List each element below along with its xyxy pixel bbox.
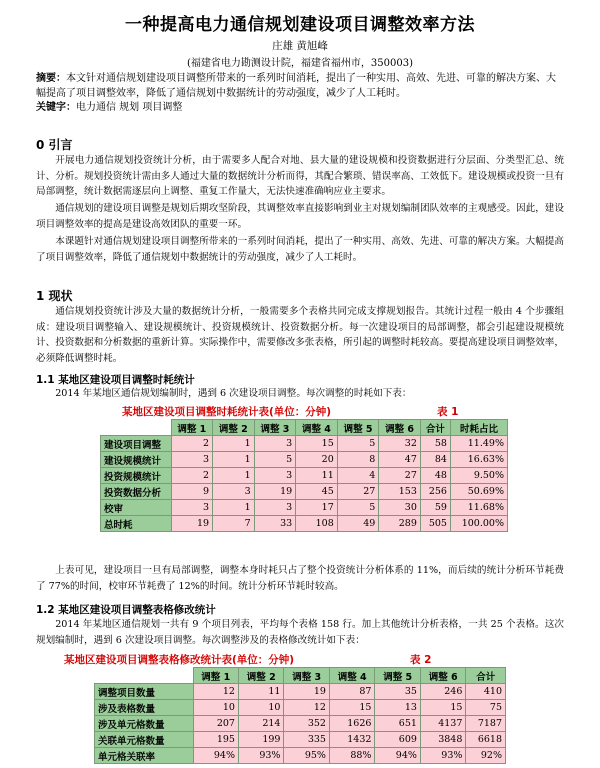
table-cell: 1	[213, 452, 255, 468]
keywords-text: 电力通信 规划 项目调整	[76, 102, 183, 113]
table-cell: 95%	[284, 748, 329, 764]
subsection-1-2-heading: 1.2 某地区建设项目调整表格修改统计	[36, 604, 216, 616]
table-cell: 1	[213, 468, 255, 484]
table-cell: 9.50%	[450, 468, 507, 484]
table-row	[101, 484, 508, 500]
table-cell: 11	[238, 684, 283, 700]
keywords-label: 关键字：	[36, 102, 76, 113]
table-cell: 11	[296, 468, 338, 484]
row-label: 投资数据分析	[101, 484, 172, 500]
table-cell: 19	[171, 516, 213, 532]
table-cell: 20	[296, 452, 338, 468]
table-cell: 13	[375, 700, 420, 716]
table-cell: 94%	[375, 748, 420, 764]
table-row	[101, 452, 508, 468]
abstract-label: 摘要：	[36, 73, 66, 84]
table-cell: 3	[254, 436, 296, 452]
table-cell: 33	[254, 516, 296, 532]
section-0-paragraph-1: 开展电力通信规划投资统计分析，由于需要多人配合对地、县大量的建设规模和投资数据进行分层面、分类型汇总、统计、分析。规划投资统计需由多人通过大量的数据统计分析而得，其配合繁琐、错误率高、工效低下。建设规模或投资一旦有局部调整，统计数据需逐层向上调整、重复工作量大，无法快速准确响应业主要求。	[36, 155, 564, 197]
table-1	[100, 419, 508, 532]
table-cell: 59	[420, 500, 450, 516]
row-label: 单元格关联率	[95, 748, 194, 764]
table-row	[95, 748, 506, 764]
table-cell: 1	[213, 436, 255, 452]
row-label: 投资规模统计	[101, 468, 172, 484]
row-label: 建设规模统计	[101, 452, 172, 468]
table-cell: 92%	[466, 748, 506, 764]
section-0-paragraph-2: 通信规划的建设项目调整是规划后期攻坚阶段，其调整效率直接影响到业主对规划编制团队效率的主观感受。因此，建设项目调整效率的提高是建设高效团队的重要一环。	[36, 203, 564, 230]
table-row	[95, 700, 506, 716]
table-cell: 50.69%	[450, 484, 507, 500]
table-cell: 84	[420, 452, 450, 468]
table-header-cell: 调整 4	[296, 420, 338, 436]
table-cell: 4137	[420, 716, 465, 732]
table-cell: 256	[420, 484, 450, 500]
table-cell: 1	[213, 500, 255, 516]
abstract-text: 本文针对通信规划建设项目调整所带来的一系列时间消耗，提出了一种实用、高效、先进、可靠的解决方案、大幅提高了项目调整效率，降低了通信规划中数据统计的劳动强度，减少了人工耗时。	[36, 73, 556, 99]
table-header-cell: 调整 1	[171, 420, 213, 436]
section-0-heading: 0 引言	[36, 138, 73, 152]
table-2	[94, 667, 506, 764]
row-label: 涉及单元格数量	[95, 716, 194, 732]
table-cell: 30	[379, 500, 421, 516]
table-cell: 87	[329, 684, 374, 700]
table-cell: 505	[420, 516, 450, 532]
row-label: 涉及表格数量	[95, 700, 194, 716]
table-cell: 651	[375, 716, 420, 732]
table-cell: 3	[171, 500, 213, 516]
table-cell: 11.68%	[450, 500, 507, 516]
subsection-1-1-conclusion: 上表可见，建设项目一旦有局部调整，调整本身时耗只占了整个投资统计分析体系的 11%，而后续的统计分析环节耗费了 77%的时间，校审环节耗费了 12%的时间。统计分析环节耗时较高。	[36, 565, 564, 592]
table-corner	[101, 420, 172, 436]
table-row	[101, 500, 508, 516]
table-cell: 6618	[466, 732, 506, 748]
row-label: 关联单元格数量	[95, 732, 194, 748]
table-cell: 49	[337, 516, 379, 532]
table-header-cell: 调整 1	[193, 668, 238, 684]
section-1-paragraph: 通信规划投资统计涉及大量的数据统计分析，一般需要多个表格共同完成支撑规划报告。其统计过程一般由 4 个步骤组成：建设项目调整输入、建设规模统计、投资规模统计、投资数据分析。每一次建设项目的局部调整，都会引起建设规模统计、投资数据和分析数据的重新计算。实际操作中，需要修改多张表格，所引起的调整时耗较高。要提高建设项目调整效率，必须降低调整时耗。	[36, 306, 564, 364]
table-cell: 108	[296, 516, 338, 532]
table-corner	[95, 668, 194, 684]
table-cell: 75	[466, 700, 506, 716]
table-cell: 246	[420, 684, 465, 700]
keywords	[36, 101, 564, 115]
table-cell: 5	[337, 500, 379, 516]
table-cell: 195	[193, 732, 238, 748]
table-cell: 3	[254, 468, 296, 484]
table-cell: 16.63%	[450, 452, 507, 468]
table-header-cell: 调整 5	[337, 420, 379, 436]
subsection-1-1-intro: 2014 年某地区通信规划编制时，遇到 6 次建设项目调整。每次调整的时耗如下表：	[55, 388, 412, 399]
table-header-cell: 调整 5	[375, 668, 420, 684]
table-header-cell: 时耗占比	[450, 420, 507, 436]
table-cell: 7187	[466, 716, 506, 732]
table-header-row	[95, 668, 506, 684]
table-cell: 15	[296, 436, 338, 452]
table-cell: 3	[171, 452, 213, 468]
table-cell: 19	[254, 484, 296, 500]
section-1-heading: 1 现状	[36, 289, 73, 303]
table-cell: 12	[284, 700, 329, 716]
table-row	[101, 516, 508, 532]
table-cell: 47	[379, 452, 421, 468]
table-cell: 3848	[420, 732, 465, 748]
table-cell: 45	[296, 484, 338, 500]
table-cell: 27	[337, 484, 379, 500]
subsection-1-2-intro: 2014 年某地区通信规划一共有 9 个项目列表，平均每个表格 158 行。加上其他统计分析表格，一共 25 个表格。这次规划编制时，遇到 6 次建设项目调整。每次调整涉及的表格修改统计如下表：	[36, 619, 564, 646]
table-cell: 10	[193, 700, 238, 716]
table-cell: 2	[171, 468, 213, 484]
authors: 庄雄 黄旭峰	[272, 40, 328, 52]
table-cell: 199	[238, 732, 283, 748]
table-cell: 88%	[329, 748, 374, 764]
row-label: 调整项目数量	[95, 684, 194, 700]
table-cell: 48	[420, 468, 450, 484]
table-cell: 609	[375, 732, 420, 748]
table-header-cell: 合计	[466, 668, 506, 684]
subsection-1-1-heading: 1.1 某地区建设项目调整时耗统计	[36, 374, 195, 386]
table-cell: 153	[379, 484, 421, 500]
table-cell: 2	[171, 436, 213, 452]
table-cell: 27	[379, 468, 421, 484]
table-cell: 7	[213, 516, 255, 532]
table-cell: 35	[375, 684, 420, 700]
table-cell: 12	[193, 684, 238, 700]
table-2-caption: 某地区建设项目调整表格修改统计表(单位：分钟)	[64, 654, 295, 666]
table-header-cell: 调整 2	[213, 420, 255, 436]
table-cell: 3	[254, 500, 296, 516]
table-header-cell: 调整 6	[379, 420, 421, 436]
table-cell: 93%	[420, 748, 465, 764]
table-cell: 214	[238, 716, 283, 732]
table-1-caption: 某地区建设项目调整时耗统计表(单位：分钟)	[122, 406, 332, 418]
table-cell: 58	[420, 436, 450, 452]
table-row	[95, 716, 506, 732]
table-1-number: 表 1	[437, 406, 459, 418]
table-row	[101, 468, 508, 484]
table-cell: 15	[329, 700, 374, 716]
table-cell: 19	[284, 684, 329, 700]
table-cell: 3	[213, 484, 255, 500]
table-cell: 94%	[193, 748, 238, 764]
table-row	[101, 436, 508, 452]
table-header-row	[101, 420, 508, 436]
table-cell: 10	[238, 700, 283, 716]
paper-title: 一种提高电力通信规划建设项目调整效率方法	[125, 15, 475, 35]
table-cell: 335	[284, 732, 329, 748]
table-cell: 1432	[329, 732, 374, 748]
table-cell: 8	[337, 452, 379, 468]
table-cell: 9	[171, 484, 213, 500]
table-header-cell: 调整 3	[284, 668, 329, 684]
affiliation: (福建省电力勘测设计院，福建省福州市，350003)	[187, 58, 413, 69]
table-cell: 5	[254, 452, 296, 468]
section-0-paragraph-3: 本课题针对通信规划建设项目调整所带来的一系列时间消耗，提出了一种实用、高效、先进、可靠的解决方案。大幅提高了项目调整效率，降低了通信规划中数据统计的劳动强度，减少了人工耗时。	[36, 236, 564, 263]
table-cell: 93%	[238, 748, 283, 764]
table-cell: 5	[337, 436, 379, 452]
table-cell: 17	[296, 500, 338, 516]
table-cell: 11.49%	[450, 436, 507, 452]
table-cell: 32	[379, 436, 421, 452]
table-row	[95, 732, 506, 748]
table-header-cell: 合计	[420, 420, 450, 436]
table-cell: 410	[466, 684, 506, 700]
row-label: 总时耗	[101, 516, 172, 532]
row-label: 建设项目调整	[101, 436, 172, 452]
table-cell: 289	[379, 516, 421, 532]
row-label: 校审	[101, 500, 172, 516]
table-cell: 207	[193, 716, 238, 732]
abstract	[36, 71, 564, 101]
table-header-cell: 调整 3	[254, 420, 296, 436]
table-cell: 4	[337, 468, 379, 484]
table-2-number: 表 2	[410, 654, 432, 666]
table-header-cell: 调整 6	[420, 668, 465, 684]
table-cell: 352	[284, 716, 329, 732]
table-cell: 15	[420, 700, 465, 716]
table-header-cell: 调整 2	[238, 668, 283, 684]
table-header-cell: 调整 4	[329, 668, 374, 684]
table-row	[95, 684, 506, 700]
table-cell: 100.00%	[450, 516, 507, 532]
table-cell: 1626	[329, 716, 374, 732]
